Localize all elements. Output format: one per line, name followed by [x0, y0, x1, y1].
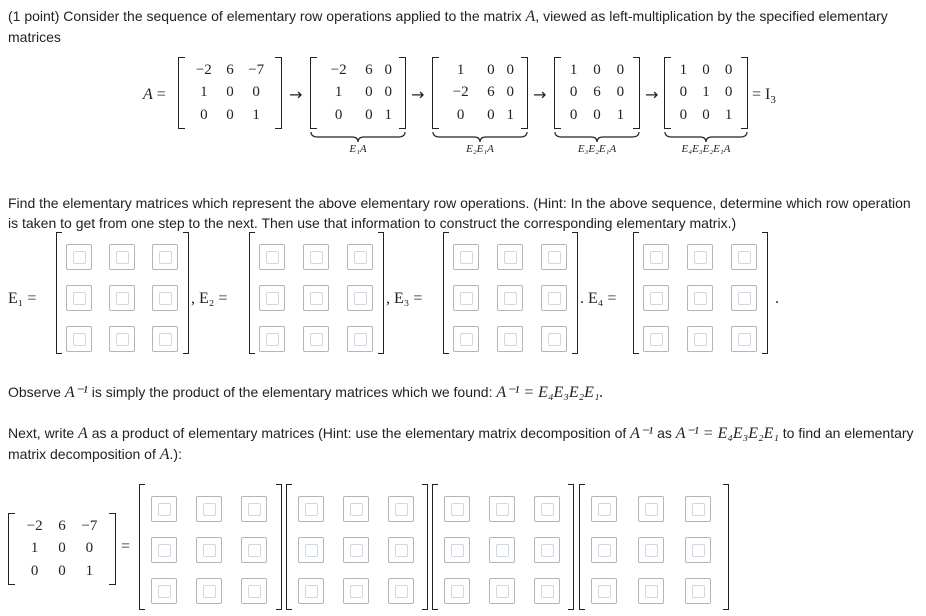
- product-cell[interactable]: [638, 496, 664, 522]
- e4-cell[interactable]: [731, 244, 757, 270]
- e1-cell[interactable]: [109, 326, 135, 352]
- e1-cell[interactable]: [109, 285, 135, 311]
- product-cell[interactable]: [591, 496, 617, 522]
- brace-label-1: E₁A: [349, 143, 367, 155]
- e4-label: . E₄ =: [580, 290, 617, 307]
- arrow-icon: →: [411, 85, 425, 104]
- e3-cell[interactable]: [497, 326, 523, 352]
- product-cell[interactable]: [388, 537, 414, 563]
- e1-cell[interactable]: [152, 285, 178, 311]
- observe-text: Observe A⁻¹ is simply the product of the elementary matrices which we found: A⁻¹ = E₄E₃E₂E₁.: [8, 384, 604, 401]
- e3-cell[interactable]: [453, 244, 479, 270]
- product-cell[interactable]: [444, 496, 470, 522]
- matrix-e3e2e1a: 1 0 0 0 6 0 0 0 1: [554, 57, 640, 129]
- product-cell[interactable]: [343, 496, 369, 522]
- e3-label: , E₃ =: [386, 290, 423, 307]
- underbrace-1: [310, 131, 406, 143]
- e4-cell[interactable]: [643, 244, 669, 270]
- e3-cell[interactable]: [497, 244, 523, 270]
- find-text: Find the elementary matrices which represent the above elementary row operations. (Hint: In the above sequence, determine which row operation is taken to get from one step to the next. Then use that information to construct the corresponding elementary matrix.): [8, 195, 911, 231]
- product-cell[interactable]: [196, 578, 222, 604]
- product-cell[interactable]: [388, 496, 414, 522]
- brace-label-3: E₃E₂E₁A: [577, 143, 617, 155]
- e3-cell[interactable]: [453, 326, 479, 352]
- intro-after: , viewed as left-multiplication by the specified elementary matrices: [8, 8, 888, 45]
- product-cell[interactable]: [591, 537, 617, 563]
- product-cell[interactable]: [388, 578, 414, 604]
- arrow-icon: →: [289, 85, 303, 104]
- underbrace-2: [432, 131, 528, 143]
- underbrace-3: [554, 131, 640, 143]
- points-label: (1 point): [8, 8, 60, 24]
- product-cell[interactable]: [241, 578, 267, 604]
- e4-cell[interactable]: [687, 244, 713, 270]
- product-matrix-4: [579, 484, 729, 610]
- product-matrix-1: [139, 484, 282, 610]
- product-cell[interactable]: [534, 496, 560, 522]
- product-cell[interactable]: [534, 578, 560, 604]
- final-period: .: [775, 290, 779, 307]
- product-cell[interactable]: [591, 578, 617, 604]
- e3-matrix: [443, 232, 578, 354]
- e1-label: E₁ =: [8, 290, 37, 307]
- product-cell[interactable]: [196, 496, 222, 522]
- intro-before: Consider the sequence of elementary row operations applied to the matrix: [63, 8, 522, 24]
- product-cell[interactable]: [151, 496, 177, 522]
- e4-matrix: [633, 232, 768, 354]
- e1-cell[interactable]: [152, 326, 178, 352]
- e2-cell[interactable]: [303, 285, 329, 311]
- product-cell[interactable]: [638, 578, 664, 604]
- product-cell[interactable]: [444, 537, 470, 563]
- e1-cell[interactable]: [109, 244, 135, 270]
- product-cell[interactable]: [298, 578, 324, 604]
- product-cell[interactable]: [151, 537, 177, 563]
- e1-matrix: [56, 232, 189, 354]
- product-cell[interactable]: [343, 578, 369, 604]
- product-cell[interactable]: [685, 496, 711, 522]
- product-cell[interactable]: [444, 578, 470, 604]
- e2-cell[interactable]: [259, 244, 285, 270]
- final-equals: =: [121, 538, 131, 555]
- e1-cell[interactable]: [66, 285, 92, 311]
- e1-cell[interactable]: [66, 244, 92, 270]
- product-matrix-3: [432, 484, 574, 610]
- e2-cell[interactable]: [347, 244, 373, 270]
- matrix-a: −2 6 −7 1 0 0 0 0 1: [178, 57, 282, 129]
- product-cell[interactable]: [343, 537, 369, 563]
- var-a: A: [525, 8, 536, 25]
- product-cell[interactable]: [685, 578, 711, 604]
- e3-cell[interactable]: [541, 244, 567, 270]
- a-inverse: A⁻¹: [64, 384, 88, 401]
- product-cell[interactable]: [151, 578, 177, 604]
- product-cell[interactable]: [489, 578, 515, 604]
- e1-cell[interactable]: [152, 244, 178, 270]
- intro-text: [8, 6, 920, 47]
- product-cell[interactable]: [534, 537, 560, 563]
- brace-label-4: E₄E₃E₂E₁A: [681, 143, 731, 155]
- e2-cell[interactable]: [303, 244, 329, 270]
- product-cell[interactable]: [489, 496, 515, 522]
- e2-matrix: [249, 232, 384, 354]
- equals-identity: = $I_3$: [752, 86, 776, 107]
- product-cell[interactable]: [241, 496, 267, 522]
- final-matrix-a: −2 6 −7 1 0 0 0 0 1: [8, 513, 116, 585]
- matrix-identity: 1 0 0 0 1 0 0 0 1: [664, 57, 748, 129]
- a-equals-label: A =: [143, 86, 166, 103]
- e4-cell[interactable]: [731, 326, 757, 352]
- e2-cell[interactable]: [347, 326, 373, 352]
- e4-cell[interactable]: [643, 326, 669, 352]
- e2-cell[interactable]: [347, 285, 373, 311]
- e3-cell[interactable]: [497, 285, 523, 311]
- product-matrix-2: [286, 484, 428, 610]
- product-cell[interactable]: [685, 537, 711, 563]
- e2-label: , E₂ =: [191, 290, 228, 307]
- product-cell[interactable]: [638, 537, 664, 563]
- e4-cell[interactable]: [643, 285, 669, 311]
- product-cell[interactable]: [489, 537, 515, 563]
- product-cell[interactable]: [298, 537, 324, 563]
- matrix-e2e1a: 1 0 0 −2 6 0 0 0 1: [432, 57, 528, 129]
- underbrace-4: [664, 131, 748, 143]
- observe-formula: A⁻¹ = E₄E₃E₂E₁.: [496, 384, 604, 401]
- arrow-icon: →: [645, 85, 659, 104]
- e1-cell[interactable]: [66, 326, 92, 352]
- next-text: Next, write A as a product of elementary matrices (Hint: use the elementary matrix decomposition of A⁻¹ as A⁻¹ = E₄E₃E₂E₁ to find an elementary matrix decomposition of A.):: [8, 425, 914, 463]
- e2-cell[interactable]: [259, 285, 285, 311]
- e3-cell[interactable]: [541, 285, 567, 311]
- product-cell[interactable]: [196, 537, 222, 563]
- e2-cell[interactable]: [259, 326, 285, 352]
- brace-label-2: E₂E₁A: [466, 143, 494, 155]
- product-cell[interactable]: [241, 537, 267, 563]
- matrix-e1a: −2 6 0 1 0 0 0 0 1: [310, 57, 406, 129]
- e2-cell[interactable]: [303, 326, 329, 352]
- e3-cell[interactable]: [541, 326, 567, 352]
- e3-cell[interactable]: [453, 285, 479, 311]
- e4-cell[interactable]: [731, 285, 757, 311]
- e4-cell[interactable]: [687, 326, 713, 352]
- product-cell[interactable]: [298, 496, 324, 522]
- e4-cell[interactable]: [687, 285, 713, 311]
- arrow-icon: →: [533, 85, 547, 104]
